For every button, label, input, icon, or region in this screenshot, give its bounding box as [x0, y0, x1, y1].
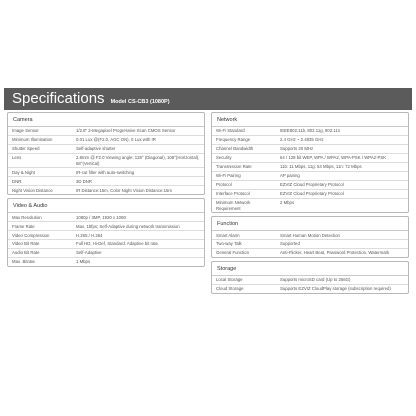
spec-row — [212, 127, 408, 136]
spec-value: 3D DNR — [76, 178, 92, 184]
spec-row — [8, 258, 204, 266]
spec-value: Self-adaptive shutter — [76, 146, 116, 152]
spec-key: Two-way Talk — [216, 241, 242, 247]
spec-row — [212, 190, 408, 199]
spec-value: EZVIZ Cloud Proprietary Protocol — [280, 190, 344, 196]
spec-key: Wi-Fi Pairing — [216, 173, 241, 179]
spec-row — [8, 249, 204, 258]
spec-row — [212, 199, 408, 213]
spec-row — [212, 285, 408, 293]
spec-value: Anti-Flicker, Heart Beat, Password Protection, Watermark — [280, 250, 390, 256]
spec-row — [212, 276, 408, 285]
spec-value: Supports microSD card (Up to 256G) — [280, 277, 351, 283]
spec-key: Smart Alarm — [216, 232, 240, 238]
left-column — [7, 112, 205, 270]
spec-row — [8, 145, 204, 154]
spec-value: 11b: 11 Mbps, 11g: 54 Mbps, 11n: 72 Mbps — [280, 164, 362, 170]
spec-row — [212, 249, 408, 257]
spec-key: Image Sensor — [12, 128, 39, 134]
spec-value: Full HD, Hi-Def, Standard. Adaptive bit rate. — [76, 241, 160, 247]
spec-value: 1080p / 3MP, 1920 x 1080 — [76, 214, 126, 220]
spec-section-storage — [211, 261, 409, 294]
spec-key: Video Compression — [12, 232, 50, 238]
section-title: Camera — [8, 113, 204, 127]
spec-key: Minimum Illumination — [12, 137, 53, 143]
spec-key: General Function — [216, 250, 249, 256]
spec-key: Day & Night — [12, 169, 35, 175]
spec-key: Frequency Range — [216, 137, 251, 143]
model-label: Model CS-CB3 (1080P) — [110, 99, 170, 105]
spec-row — [8, 136, 204, 145]
spec-key: Night Vision Distance — [12, 187, 53, 193]
spec-key: Channel Bandwidth — [216, 146, 254, 152]
spec-row — [212, 240, 408, 249]
section-title: Function — [212, 217, 408, 231]
spec-row — [8, 168, 204, 177]
spec-value: 2.8mm @ F2.0 Viewing angle: 128° (Diagonal), 108°(Horizontal), 58°(Vertical) — [76, 155, 200, 166]
spec-row — [8, 177, 204, 186]
spec-row — [8, 231, 204, 240]
spec-key: Lens — [12, 155, 22, 161]
spec-key: Interface Protocol — [216, 190, 250, 196]
spec-value: 2.4 GHz ~ 2.4835 GHz — [280, 137, 324, 143]
spec-row — [8, 127, 204, 136]
spec-key: Minimum Network Requirement — [216, 199, 251, 211]
spec-value: H.265 / H.264 — [76, 232, 103, 238]
spec-value: IEEE802.11b, 802.11g, 802.11n — [280, 128, 341, 134]
spec-value: 1 Mbps — [76, 259, 91, 265]
spec-value: Self-Adaptive — [76, 250, 102, 256]
spec-row — [212, 181, 408, 190]
spec-key: Local Storage — [216, 277, 243, 283]
spec-value: Supported — [280, 241, 300, 247]
spec-value: IR Distance:15m, Color Night Vision Distance:15m — [76, 187, 172, 193]
spec-key: Cloud Storage — [216, 286, 244, 292]
right-column — [211, 112, 409, 297]
spec-row — [8, 213, 204, 222]
spec-value: 2 Mbps — [280, 199, 295, 205]
spec-key: Frame Rate — [12, 223, 35, 229]
spec-value: 1/2.8" 2-Megapixel Progressive Scan CMOS Sensor — [76, 128, 176, 134]
spec-key: Max Resolution — [12, 214, 42, 220]
spec-section-function — [211, 216, 409, 258]
spec-key: Audio Bit Rate — [12, 250, 40, 256]
spec-row — [212, 145, 408, 154]
spec-value: Max. 15fps; Self-Adaptive during network transmission — [76, 223, 180, 229]
spec-key: Transmission Rate — [216, 164, 252, 170]
spec-section-camera — [7, 112, 205, 195]
spec-value: 0.01 Lux @(F2.0, AGC ON), 0 Lux with IR — [76, 137, 156, 143]
spec-title: Specifications — [12, 90, 105, 107]
spec-header-bar — [4, 88, 412, 110]
spec-value: AP pairing — [280, 173, 300, 179]
spec-row — [212, 163, 408, 172]
spec-value: Smart Human Motion Detection — [280, 232, 340, 238]
spec-value: Supports EZVIZ CloudPlay storage (subscription required) — [280, 286, 391, 292]
spec-section-video-audio — [7, 198, 205, 267]
section-title: Storage — [212, 262, 408, 276]
section-title: Network — [212, 113, 408, 127]
spec-key: Shutter Speed — [12, 146, 40, 152]
spec-key: Video Bit Rate — [12, 241, 40, 247]
spec-value: 64 / 128 bit WEP, WPA / WPA2, WPA-PSK / WPA2-PSK — [280, 155, 387, 161]
spec-key: Security — [216, 155, 232, 161]
spec-row — [8, 154, 204, 169]
spec-row — [8, 240, 204, 249]
spec-value: IR-cut filter with auto-switching — [76, 169, 135, 175]
spec-key: Wi-Fi Standard — [216, 128, 245, 134]
spec-key: DNR — [12, 178, 22, 184]
spec-row — [212, 154, 408, 163]
spec-row — [212, 136, 408, 145]
spec-row — [212, 172, 408, 181]
spec-row — [8, 222, 204, 231]
spec-section-network — [211, 112, 409, 213]
spec-value: Supports 20 MHz — [280, 146, 314, 152]
section-title: Video & Audio — [8, 199, 204, 213]
spec-key: Max. Bitrate — [12, 259, 35, 265]
spec-row — [8, 186, 204, 194]
spec-key: Protocol — [216, 182, 232, 187]
spec-row — [212, 231, 408, 240]
spec-value: EZVIZ Cloud Proprietary Protocol — [280, 182, 344, 187]
